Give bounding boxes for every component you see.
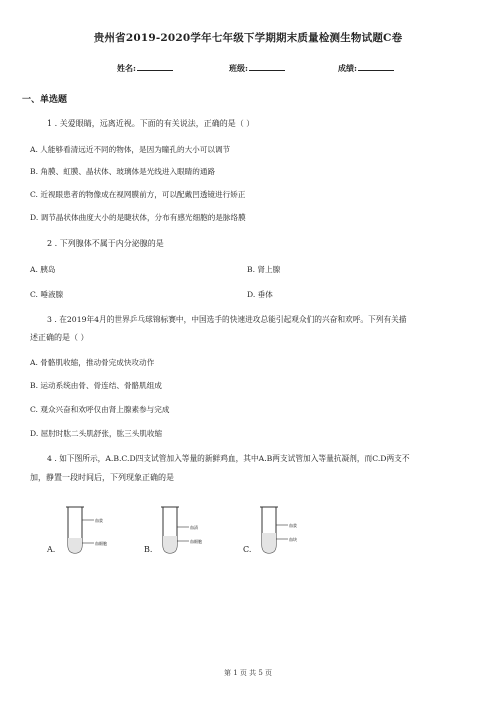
name-field bbox=[117, 63, 173, 74]
question-1-option-c: C. 近视眼患者的物像成在视网膜前方，可以配戴凹透镜进行矫正 bbox=[30, 190, 246, 199]
tube-c-label-top: 血浆 bbox=[289, 523, 297, 528]
tube-b-label-top: 血清 bbox=[190, 525, 198, 530]
test-tube-c-diagram bbox=[254, 505, 314, 557]
class-label: 班级: bbox=[229, 63, 248, 73]
name-blank bbox=[137, 63, 173, 71]
page-footer: 第 1 页 共 5 页 bbox=[223, 669, 273, 677]
question-1-option-b: B. 角膜、虹膜、晶状体、玻璃体是光线进入眼睛的通路 bbox=[30, 167, 216, 176]
question-1-stem: 1 . 关爱眼睛，远离近视。下面的有关说法，正确的是（ ） bbox=[47, 119, 255, 128]
question-1-option-a: A. 人能够看清远近不同的物体，是因为瞳孔的大小可以调节 bbox=[30, 145, 231, 154]
question-3-option-b: B. 运动系统由骨、骨连结、骨骼肌组成 bbox=[30, 381, 162, 390]
option-c-label: C. bbox=[243, 545, 252, 554]
test-tube-a-diagram bbox=[60, 505, 120, 557]
class-blank bbox=[249, 63, 285, 71]
question-2-option-a: A. 胰岛 bbox=[30, 265, 56, 274]
question-4-stem-line2: 加，静置一段时间后，下列现象正确的是 bbox=[30, 473, 174, 482]
question-3-option-d: D. 屈肘时肱二头肌舒张，肱三头肌收缩 bbox=[30, 429, 163, 438]
tube-c-label-bottom: 血块 bbox=[289, 537, 297, 542]
page-title: 贵州省2019-2020学年七年级下学期期末质量检测生物试题C卷 bbox=[93, 32, 403, 44]
question-3-stem-line2: 述正确的是（ ） bbox=[30, 333, 89, 342]
tube-b-label-bottom: 血细胞 bbox=[190, 539, 202, 544]
question-2-option-b: B. 肾上腺 bbox=[247, 265, 281, 274]
tube-a-label-top: 血浆 bbox=[95, 518, 103, 523]
question-1-option-d: D. 调节晶状体曲度大小的是睫状体，分布有感光细胞的是脉络膜 bbox=[30, 213, 246, 222]
question-3-stem-line1: 3 . 在2019年4月的世界乒乓球锦标赛中，中国选手的快速进攻总能引起观众们的兴奋和欢呼。下列有关描 bbox=[47, 315, 407, 324]
class-field bbox=[229, 63, 285, 74]
option-a-label: A. bbox=[47, 545, 56, 554]
name-label: 姓名: bbox=[117, 63, 136, 73]
score-label: 成绩: bbox=[338, 63, 357, 73]
question-3-option-a: A. 骨骼肌收缩，推动骨完成快攻动作 bbox=[30, 358, 155, 367]
option-b-label: B. bbox=[144, 545, 153, 554]
question-4-stem-line1: 4 . 如下图所示，A.B.C.D四支试管加入等量的新鲜鸡血，其中A.B两支试管加入等量抗凝剂，而C.D两支不 bbox=[47, 454, 410, 463]
question-2-option-c: C. 唾液腺 bbox=[30, 290, 64, 299]
tube-a-label-bottom: 血细胞 bbox=[95, 541, 107, 546]
test-tube-b-diagram bbox=[155, 505, 215, 557]
section-heading: 一、单选题 bbox=[22, 95, 68, 105]
question-2-stem: 2 . 下列腺体不属于内分泌腺的是 bbox=[47, 239, 164, 248]
score-field bbox=[338, 63, 394, 74]
question-3-option-c: C. 观众兴奋和欢呼仅由肾上腺素参与完成 bbox=[30, 405, 170, 414]
score-blank bbox=[358, 63, 394, 71]
question-2-option-d: D. 垂体 bbox=[247, 290, 273, 299]
